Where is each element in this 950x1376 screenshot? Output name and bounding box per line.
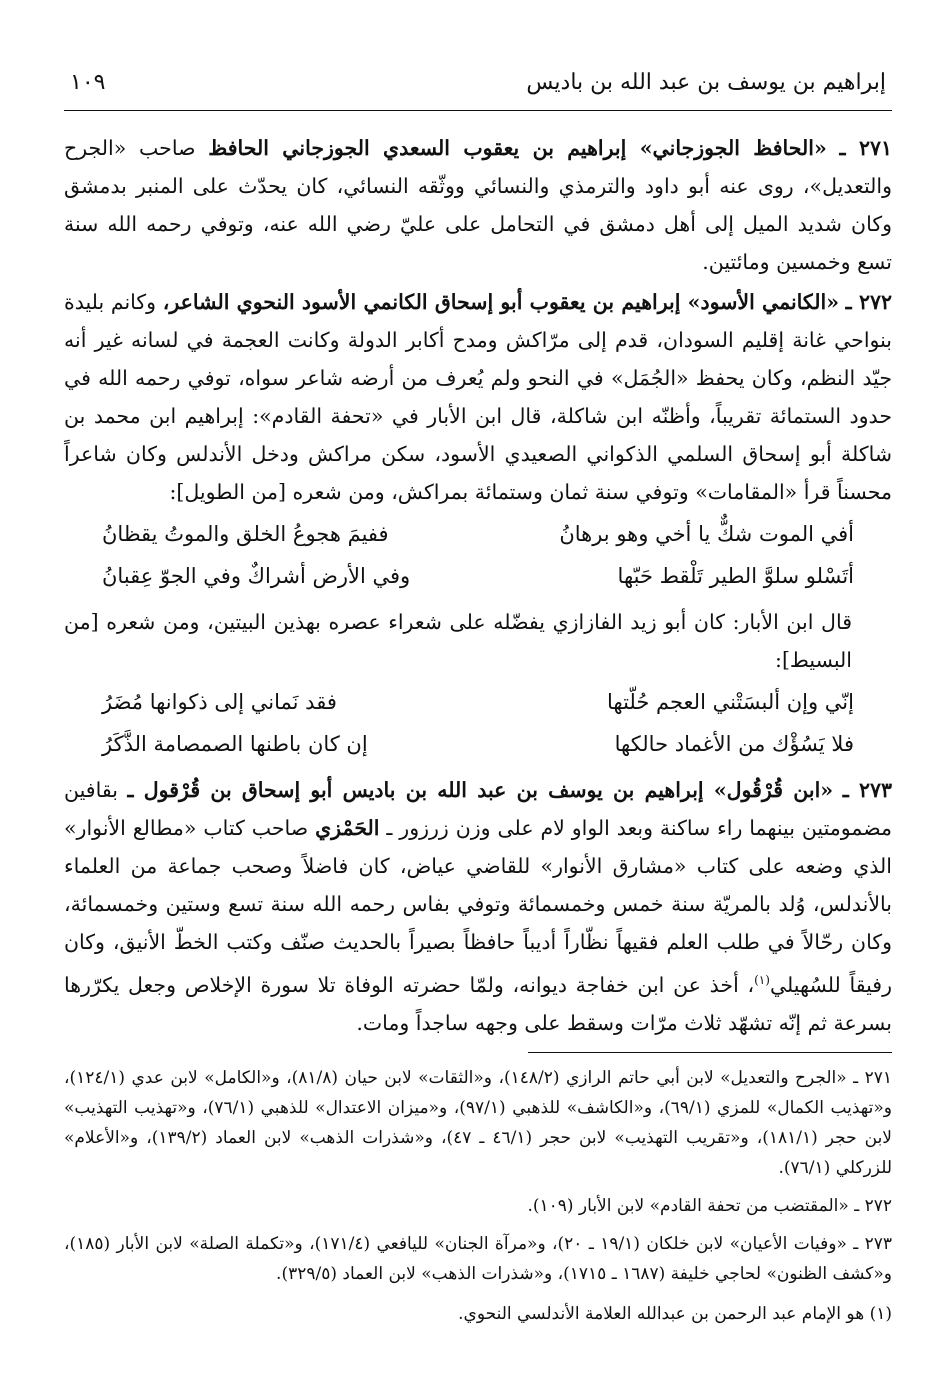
- entry-273-paragraph: [64, 771, 892, 1042]
- verse-second-hemistich: ففيمَ هجوعُ الخلق والموتُ يقظانُ: [102, 522, 389, 546]
- poem-basit: [64, 681, 892, 765]
- verse-first-hemistich: إنّي وإن ألبسَتْني العجم حُلّتها: [606, 690, 854, 714]
- entry-title: «الكانمي الأسود» إبراهيم بن يعقوب أبو إسحاق الكانمي الأسود النحوي الشاعر،: [162, 290, 840, 314]
- verse-line: [64, 681, 892, 723]
- entry-273: [64, 771, 892, 1042]
- entry-272: [64, 283, 892, 765]
- entry-nisba: الحَمْزي: [315, 816, 380, 840]
- verse-first-hemistich: فلا يَسُؤْك من الأغماد حالكها: [614, 732, 854, 756]
- entry-271: [64, 129, 892, 281]
- entry-title: «الحافظ الجوزجاني» إبراهيم بن يعقوب السعدي الجوزجاني الحافظ: [208, 136, 827, 160]
- verse-line: [64, 513, 892, 555]
- verse-line: [64, 555, 892, 597]
- running-title: إبراهيم بن يوسف بن عبد الله بن باديس: [526, 70, 886, 95]
- verse-second-hemistich: إن كان باطنها الصمصامة الذَّكَرُ: [102, 732, 368, 756]
- verse-first-hemistich: أفي الموت شكٌّ يا أخي وهو برهانُ: [559, 522, 854, 546]
- entry-272-paragraph: [64, 283, 892, 511]
- entry-number: ٢٧٢ ـ: [845, 290, 892, 314]
- entry-text-end: ، أخذ عن ابن خفاجة ديوانه، ولمّا حضرته الوفاة تلا سورة الإخلاص وجعل يكرّرها بسرعة ثم إنّه تشهّد ثلاث مرّات وسقط على وجهه ساجداً ومات.: [64, 972, 892, 1035]
- reference-271: ٢٧١ ـ «الجرح والتعديل» لابن أبي حاتم الرازي (١٤٨/٢)، و«الثقات» لابن حيان (٨١/٨)، و«الكامل» لابن عدي (١٢٤/١)، و«تهذيب الكمال» للمزي (٦٩/١)، و«الكاشف» للذهبي (٩٧/١)، و«ميزان الاعتدال» للذهبي (٧٦/١)، و«تهذيب التهذيب» لابن حجر (١٨١/١)، و«تقريب التهذيب» لابن حجر (٤٦/١ ـ ٤٧)، و«شذرات الذهب» لابن العماد (١٣٩/٢)، و«الأعلام» للزركلي (٧٦/١).: [64, 1067, 893, 1178]
- entry-title: «ابن قُرْقُول» إبراهيم بن يوسف بن عبد الله بن باديس أبو إسحاق بن قُرْقول ـ: [127, 778, 834, 802]
- entry-text: بقافين مضمومتين بينهما راء ساكنة وبعد الواو لام على وزن زرزور ـ: [64, 778, 892, 840]
- verse-second-hemistich: فقد نَماني إلى ذكوانها مُضَرُ: [102, 690, 337, 714]
- verse-second-hemistich: وفي الأرض أشراكٌ وفي الجوّ عِقبانُ: [102, 564, 411, 588]
- entry-text: وكانم بليدة بنواحي غانة إقليم السودان، قدم إلى مرّاكش ومدح أكابر الدولة وكانت العجمة في لسانه غير أنه جيّد النظم، وكان يحفظ «الجُمَل» في النحو ولم يُعرف من أرضه شاعر سواه، توفي رحمه الله في حدود الستمائة تقريباً، وأظنّه ابن شاكلة، قال ابن الأبار في «تحفة القادم»: إبراهيم ابن محمد بن شاكلة أبو إسحاق السلمي الذكواني الصعيدي الأسود، سكن مراكش ودخل الأندلس وكان شاعراً محسناً قرأ «المقامات» وتوفي سنة ثمان وستمائة بمراكش، ومن شعره [من الطويل]:: [64, 290, 892, 504]
- entry-number: ٢٧٣ ـ: [842, 778, 892, 802]
- verse-line: [64, 723, 892, 765]
- references: [64, 1063, 892, 1289]
- reference-272: ٢٧٢ ـ «المقتضب من تحفة القادم» لابن الأبار (١٠٩).: [527, 1195, 892, 1216]
- entry-text: صاحب كتاب «مطالع الأنوار» الذي وضعه على كتاب «مشارق الأنوار» للقاضي عياض، كان فاضلاً وصحب جماعة من العلماء بالأندلس، وُلد بالمريّة سنة خمس وخمسمائة وتوفي بفاس رحمه الله سنة تسع وستين وخمسمائة، وكان رحّالاً في طلب العلم فقيهاً نظّاراً أديباً حافظاً بصيراً بالحديث صنّف وكتب الخطّ الأنيق، وكان رفيقاً للسُهيلي: [64, 816, 892, 997]
- page-number: ١٠٩: [70, 70, 106, 95]
- entry-text: صاحب «الجرح والتعديل»، روى عنه أبو داود والترمذي والنسائي ووثّقه النسائي، كان يحدّث على المنبر بدمشق وكان شديد الميل إلى أهل دمشق في التحامل على عليّ رضي الله عنه، وتوفي رحمه الله سنة تسع وخمسين ومائتين.: [64, 136, 892, 274]
- reference-273: ٢٧٣ ـ «وفيات الأعيان» لابن خلكان (١٩/١ ـ ٢٠)، و«مرآة الجنان» لليافعي (١٧١/٤)، و«تكملة الصلة» لابن الأبار (١٨٥)، و«كشف الظنون» لحاجي خليفة (١٦٨٧ ـ ١٧١٥)، و«شذرات الذهب» لابن العماد (٣٢٩/٥).: [64, 1233, 892, 1284]
- entry-number: ٢٧١ ـ: [839, 136, 892, 160]
- entry-271-paragraph: [64, 129, 892, 281]
- header-rule: [64, 110, 892, 111]
- footnote-marker[interactable]: (١): [754, 973, 770, 987]
- entry-272-paragraph-2: قال ابن الأبار: كان أبو زيد الفازازي يفضّله على شعراء عصره بهذين البيتين، ومن شعره [من البسيط]:: [64, 610, 852, 672]
- verse-first-hemistich: أتَسْلو سلوَّ الطير تَلْقط حَبّها: [617, 564, 854, 588]
- footnote-1: (١) هو الإمام عبد الرحمن بن عبدالله العلامة الأندلسي النحوي.: [458, 1303, 892, 1324]
- poem-tawil: [64, 513, 892, 597]
- page-header: [64, 68, 892, 110]
- footnote-rule: [528, 1052, 892, 1053]
